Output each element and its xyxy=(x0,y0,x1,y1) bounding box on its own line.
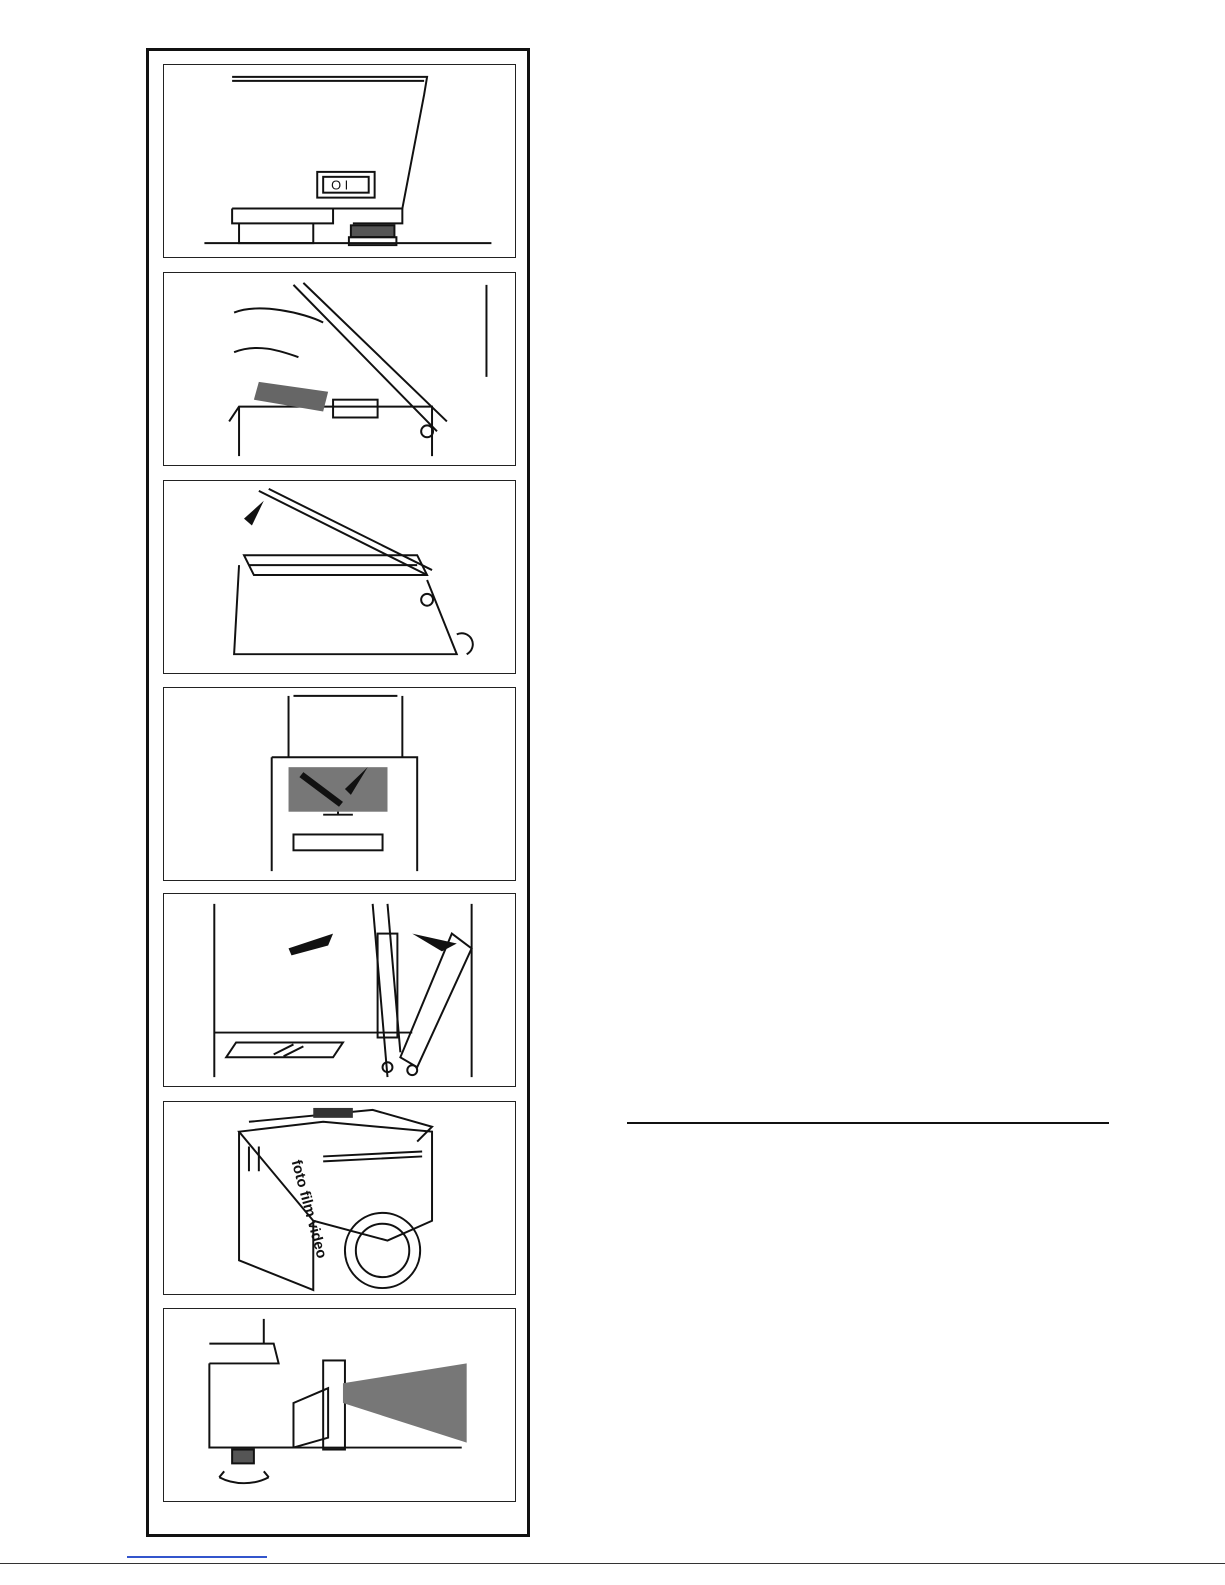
divider-line xyxy=(627,1122,1109,1124)
panel-close-lid xyxy=(163,480,516,674)
focus-illustration xyxy=(164,1309,515,1501)
projector-label: foto film video xyxy=(287,1158,330,1261)
panel-lid-mount xyxy=(163,893,516,1087)
panel-projector xyxy=(163,1101,516,1295)
close-lid-illustration xyxy=(164,481,515,673)
page-bottom-line xyxy=(0,1563,1225,1564)
footer-link-underline[interactable] xyxy=(127,1556,267,1558)
projector-illustration xyxy=(164,1102,515,1294)
open-lid-illustration xyxy=(164,273,515,465)
power-switch-illustration xyxy=(164,65,515,257)
panel-place-picture xyxy=(163,687,516,881)
lid-mount-illustration xyxy=(164,894,515,1086)
place-picture-illustration xyxy=(164,688,515,880)
panel-power-switch xyxy=(163,64,516,258)
panel-focus xyxy=(163,1308,516,1502)
switch-label: O I xyxy=(331,177,349,193)
panel-open-lid xyxy=(163,272,516,466)
